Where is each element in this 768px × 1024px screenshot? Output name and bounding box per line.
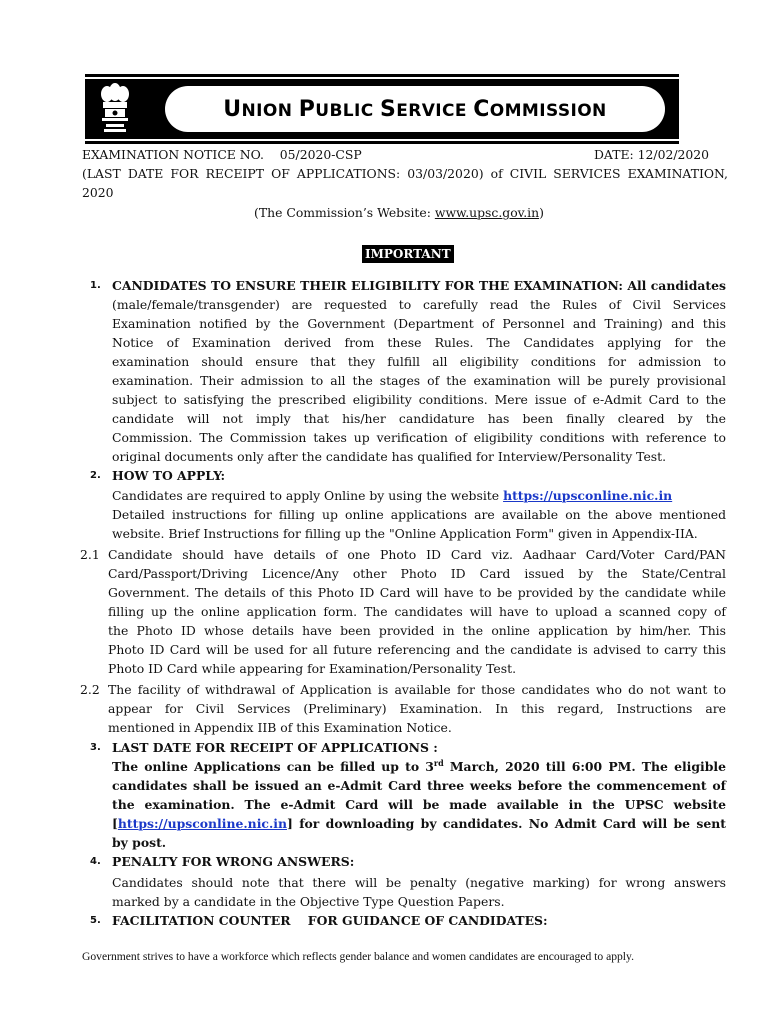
section-1-line: examination. Their admission to all the stages of the examination will be purely provisional [112, 373, 726, 388]
page-title: UNION PUBLIC SERVICE COMMISSION [223, 96, 607, 122]
section-3-line [112, 757, 726, 776]
notice-date: DATE: 12/02/2020 [594, 147, 710, 162]
upsconline-link-2[interactable]: https://upsconline.nic.in [117, 816, 287, 831]
section-2-1-line: filling up the online application form. The candidates will have to upload a scanned copy of [108, 604, 726, 619]
section-2-2-line: The facility of withdrawal of Application is available for those candidates who do not want to [108, 682, 726, 697]
section-3-line: candidates shall be issued an e-Admit Card three weeks before the commencement of [112, 778, 726, 793]
section-2-1-line: the Photo ID whose details have been provided in the online application by him/her. This [108, 623, 726, 638]
last-date-line-cont: 2020 [82, 185, 114, 200]
section-3-number: 3. [90, 742, 101, 753]
section-3-text: ] for downloading by candidates. No Admit Card will be sent [286, 816, 726, 831]
upsconline-link[interactable]: https://upsconline.nic.in [503, 488, 673, 503]
section-2-number: 2. [90, 470, 101, 481]
section-3-text: March, 2020 till 6:00 PM. The eligible [443, 759, 726, 774]
banner-top-rule [85, 74, 679, 77]
section-4-line: marked by a candidate in the Objective Type Question Papers. [112, 894, 505, 909]
section-2-text: Candidates are required to apply Online by using the website [112, 488, 504, 503]
section-2-heading: HOW TO APPLY: [112, 468, 226, 483]
section-3-line: by post. [112, 835, 167, 850]
section-1-line: (male/female/transgender) are requested to carefully read the Rules of Civil Services [112, 297, 726, 312]
section-5-number: 5. [90, 915, 101, 926]
section-4-line: Candidates should note that there will be penalty (negative marking) for wrong answers [112, 875, 726, 890]
section-2-line: website. Brief Instructions for filling up the "Online Application Form" given in Appendix-IIA. [112, 526, 698, 541]
section-2-2-line: mentioned in Appendix IIB of this Examination Notice. [108, 720, 452, 735]
section-1-line: Commission. The Commission takes up verification of eligibility conditions with reference to [112, 430, 726, 445]
section-1-line: examination should ensure that they fulfill all eligibility conditions for admission to [112, 354, 726, 369]
section-2-1-number: 2.1 [80, 547, 100, 562]
section-1-number: 1. [90, 280, 101, 291]
section-3-text: The online Applications can be filled up to 3 [112, 759, 434, 774]
last-date-line: (LAST DATE FOR RECEIPT OF APPLICATIONS: 03/03/2020) of CIVIL SERVICES EXAMINATION, [82, 166, 728, 181]
section-2-2-line: appear for Civil Services (Preliminary) Examination. In this regard, Instructions are [108, 701, 726, 716]
website-prefix: (The Commission’s Website: [254, 205, 435, 220]
section-2-1-line: Photo ID Card will be used for all future referencing and the candidate is advised to carry this [108, 642, 726, 657]
header-banner [85, 79, 679, 139]
website-line [254, 203, 544, 222]
notice-number-label: EXAMINATION NOTICE NO. [82, 147, 264, 162]
section-2-1-line: Government. The details of this Photo ID Card will have to be provided by the candidate while [108, 585, 726, 600]
section-2-line [112, 486, 672, 505]
website-suffix: ) [539, 205, 544, 220]
section-3-sup: rd [433, 757, 444, 768]
section-3-line: the examination. The e-Admit Card will be made available in the UPSC website [112, 797, 726, 812]
notice-number-line [82, 145, 362, 164]
section-2-line: Detailed instructions for filling up online applications are available on the above mentioned [112, 507, 726, 522]
section-1-line [112, 276, 726, 295]
banner-title-box [165, 86, 665, 132]
section-2-2-number: 2.2 [80, 682, 100, 697]
section-3-heading: LAST DATE FOR RECEIPT OF APPLICATIONS : [112, 740, 438, 755]
important-label: IMPORTANT [362, 245, 454, 263]
website-link[interactable]: www.upsc.gov.in [434, 205, 540, 220]
section-2-1-line: Photo ID Card while appearing for Examination/Personality Test. [108, 661, 517, 676]
section-5-heading: FACILITATION COUNTER FOR GUIDANCE OF CANDIDATES: [112, 913, 548, 928]
notice-number: 05/2020-CSP [279, 147, 362, 162]
banner-bottom-rule [85, 141, 679, 144]
section-1-heading: CANDIDATES TO ENSURE THEIR ELIGIBILITY FOR THE EXAMINATION: All candidates [112, 278, 726, 293]
section-2-1-line: Candidate should have details of one Photo ID Card viz. Aadhaar Card/Voter Card/PAN [108, 547, 726, 562]
section-1-line: Examination notified by the Government (Department of Personnel and Training) and this [112, 316, 726, 331]
section-1-line: candidate will not imply that his/her candidature has been finally cleared by the [112, 411, 726, 426]
national-emblem-icon [95, 81, 135, 137]
section-3-line [112, 814, 726, 833]
section-1-line: subject to satisfying the prescribed eligibility conditions. Mere issue of e-Admit Card to the [112, 392, 726, 407]
section-3-text: [ [112, 816, 118, 831]
section-1-line: original documents only after the candidate has qualified for Interview/Personality Test. [112, 449, 667, 464]
footer-note: Government strives to have a workforce which reflects gender balance and women candidates are encouraged to apply. [82, 950, 634, 963]
section-1-line: Notice of Examination derived from these Rules. The Candidates applying for the [112, 335, 726, 350]
section-2-1-line: Card/Passport/Driving Licence/Any other Photo ID Card issued by the State/Central [108, 566, 726, 581]
section-4-heading: PENALTY FOR WRONG ANSWERS: [112, 854, 355, 869]
section-4-number: 4. [90, 856, 101, 867]
